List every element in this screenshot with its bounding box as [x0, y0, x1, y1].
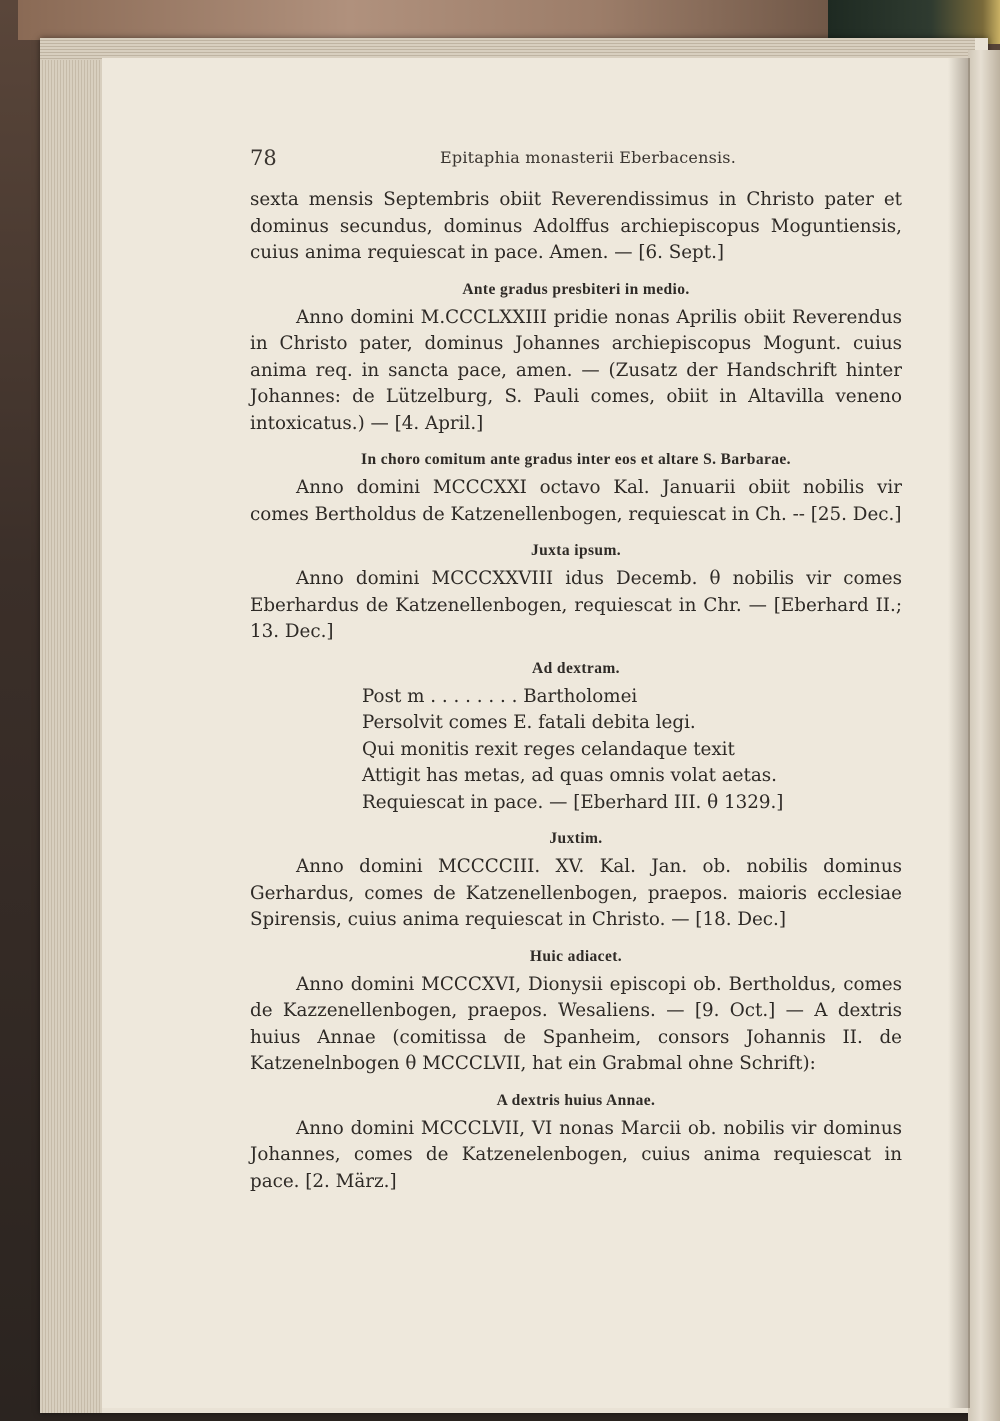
section-heading: Ad dextram.: [532, 659, 620, 677]
page-stack-edges-right: [968, 50, 1000, 1421]
running-header: [250, 144, 905, 178]
verse-inscription: [362, 684, 902, 817]
section-heading: Ante gradus presbiteri in medio.: [462, 280, 690, 298]
page-stack-edges-left: [40, 38, 102, 1413]
verse-line: Attigit has metas, ad quas omnis volat aetas.: [362, 765, 777, 786]
page-stack-edges-top: [40, 38, 975, 60]
paragraph: Anno domini MCCCCIII. XV. Kal. Jan. ob. nobilis dominus Gerhardus, comes de Katzenellenbogen, praepos. maioris ecclesiae Spirensis, cuius anima requiescat in Christo. — [18. Dec.]: [250, 856, 902, 930]
paragraph: Anno domini MCCCXVI, Dionysii episcopi ob. Bertholdus, comes de Kazzenellenbogen, praepos. Wesaliens. — [9. Oct.] — A dextris huius Annae (comitissa de Spanheim, consors Johannis II. de Katzenelnbogen θ MCCCLVII, hat ein Grabmal ohne Schrift):: [250, 973, 902, 1074]
verse-line: Requiescat in pace. — [Eberhard III. θ 1329.]: [362, 791, 784, 813]
paragraph: Anno domini M.CCCLXXIII pridie nonas Aprilis obiit Reverendus in Christo pater, dominus Johannes archiepiscopus Mogunt. cuius anima req. in sancta pace, amen. — (Zusatz der Handschrift hinter Johannes: de Lützelburg, S. Pauli comes, obiit in Altavilla veneno intoxicatus.) — [4. April.]: [250, 306, 902, 434]
page-number: 78: [250, 146, 277, 170]
paragraph: Anno domini MCCCXXVIII idus Decemb. θ nobilis vir comes Eberhardus de Katzenellenbogen, requiescat in Chr. — [Eberhard II.; 13. Dec.]: [250, 568, 902, 642]
section-heading: In choro comitum ante gradus inter eos et altare S. Barbarae.: [361, 451, 791, 468]
page-text: [250, 187, 902, 1195]
paragraph: Anno domini MCCCLVII, VI nonas Marcii ob. nobilis vir dominus Johannes, comes de Katzenelenbogen, cuius anima requiescat in pace. [2. März.]: [250, 1117, 902, 1192]
paragraph: Anno domini MCCCXXI octavo Kal. Januarii obiit nobilis vir comes Bertholdus de Katzenellenbogen, requiescat in Ch. -- [25. Dec.]: [250, 477, 902, 525]
section-heading: Huic adiacet.: [529, 947, 623, 965]
book-cover-top: [18, 0, 848, 40]
verse-line: Post m . . . . . . . . Bartholomei: [362, 685, 638, 707]
gutter-shadow: [948, 58, 970, 1408]
verse-line: Persolvit comes E. fatali debita legi.: [362, 712, 696, 733]
section-heading: Juxta ipsum.: [530, 542, 622, 559]
paragraph: sexta mensis Septembris obiit Reverendissimus in Christo pater et dominus secundus, dominus Adolffus archiepiscopus Moguntiensis, cuius anima requiescat in pace. Amen. — [6. Sept.]: [250, 189, 902, 263]
running-title: Epitaphia monasterii Eberbacensis.: [440, 148, 737, 167]
section-heading: A dextris huius Annae.: [496, 1091, 656, 1109]
verse-line: Qui monitis rexit reges celandaque texit: [362, 738, 735, 760]
section-heading: Juxtim.: [549, 830, 603, 847]
